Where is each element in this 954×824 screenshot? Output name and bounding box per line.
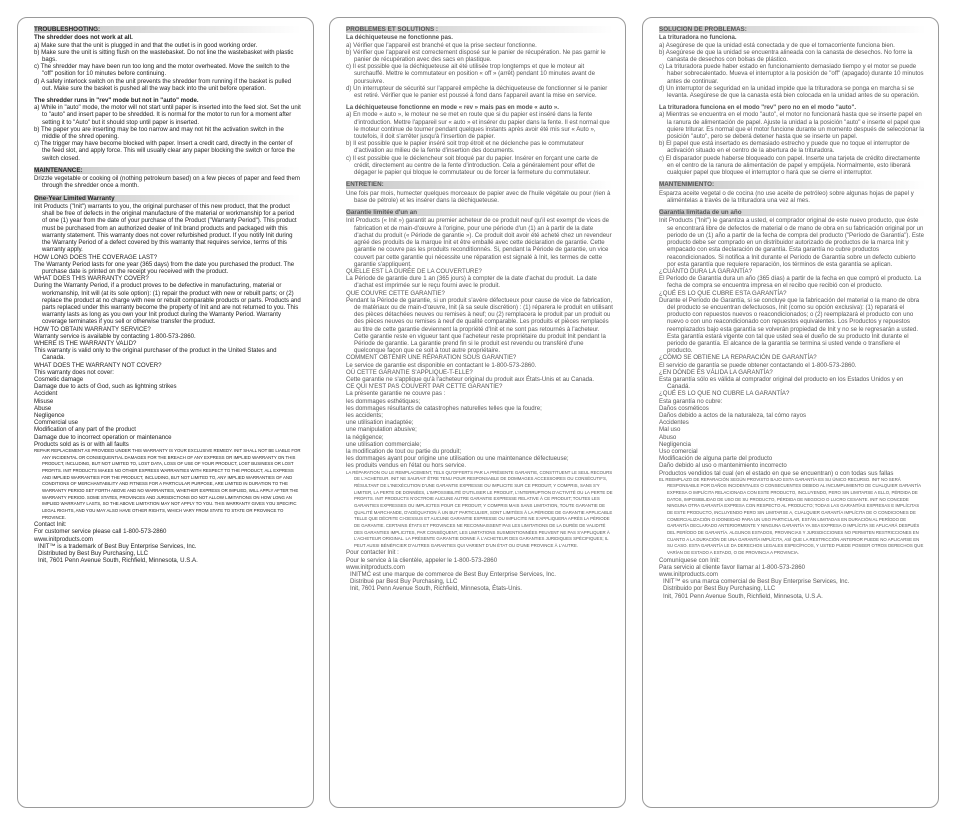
contact-line: Comuníquese con Init: [659,556,720,564]
warranty-line: Durante el Período de Garantía, si se concluye que la fabricación del material o la mano de obra del producto se encuentran defectuosos, Init (como su opción exclusiva): (1) reparará el producto con repuestos nuevos o reacondicionados; o (2) reemplazará el producto con uno nuevo o con uno reacondicionado con repuestos equivalentes. Los Productos y repuestos reemplazados bajo esta garantía se volverán propiedad de Init y no se le regresarán a usted. Esta garantía estará vigente con tal que usted sea el dueño de su producto Init durante el periodo de garantía. El alcance de la garantía se termina si usted vende o transfiere el producto. [659,296,920,355]
troubleshooting-item: b) The paper you are inserting may be too narrow and may not hit the activation switch in the middle of the shred opening. [34,125,284,141]
troubleshooting-item: b) El papel que está insertado es demasiado estrecho y puede que no toque el interruptor de activación situado en el centro de la abertura de la trituradora. [659,140,910,155]
warranty-line: Accidentes [659,419,689,427]
legal-disclaimer: LA RÉPARATION OU LE REMPLACEMENT, TELS QU'OFFERTS PAR LA PRÉSENTE GARANTIE, CONSTITUENT LE SEUL RECOURS DE L'ACHETEUR. INIT NE SAURAIT ÊTRE TENU POUR RESPONSABLE DE DOMMAGES ACCESSOIRES OU CONSÉCUTIFS, RÉSULTANT DE L'INEXÉCUTION D'UNE GARANTIE EXPRESSE OU IMPLICITE SUR CE PRODUIT, Y COMPRIS, SANS S'Y LIMITER, LA PERTE DE DONNÉES, L'IMPOSSIBILITÉ D'UTILISER LE PRODUIT, L'INTERRUPTION D'ACTIVITÉ OU LA PERTE DE PROFITS. INIT PRODUCTS N'OCTROIE AUCUNE AUTRE GARANTIE EXPRESSE RELATIVE À CE PRODUIT; TOUTES LES GARANTIES EXPRESSES OU IMPLICITES POUR CE PRODUIT, Y COMPRIS MAIS SANS LIMITATION, TOUTE GARANTIE DE QUALITÉ MARCHANDE, D'ADÉQUATION À UN BUT PARTICULIER, SONT LIMITÉES À LA PÉRIODE DE GARANTIE APPLICABLE TELLE QUE DÉCRITE CI-DESSUS ET AUCUNE GARANTIE EXPRESSE OU IMPLICITE NE S'APPLIQUERA APRÈS LA PÉRIODE DE GARANTIE. CERTAINS ÉTATS ET PROVINCES NE RECONNAISSENT PAS LES LIMITATIONS DE LA DURÉE DE VALIDITÉ DES GARANTIES IMPLICITES, PAR CONSÉQUENT, LES LIMITATIONS SUSMENTIONNÉES PEUVENT NE PAS S'APPLIQUER À L'ACHETEUR ORIGINAL. LA PRÉSENTE GARANTIE DONNE À L'ACHETEUR DES GARANTIES JURIDIQUES SPÉCIFIQUES; IL PEUT AUSSI BÉNÉFICIER D'AUTRES GARANTIES QUI VARIENT D'UN ÉTAT OU D'UNE PROVINCE À L'AUTRE. [346,469,613,548]
contact-line: www.initproducts.com [34,535,93,543]
contact-line: www.initproducts.com [346,563,405,571]
legal-disclaimer: EL REEMPLAZO DE REPARACIÓN SEGÚN PROVISTO BAJO ESTA GARANTÍA ES SU ÚNICO RECURSO. INIT NO SERÁ RESPONSABLE POR DAÑOS INCIDENTALES O CONSECUENTES DEBIDO AL INCUMPLIMIENTO DE CUALQUIER GARANTÍA EXPRESA O IMPLÍCITA RELACIONADA CON ESTE PRODUCTO, INCLUYENDO, PERO SIN LIMITARSE A ELLO, PÉRDIDA DE DATOS, IMPOSIBILIDAD DE USO DE SU PRODUCTO, PÉRDIDA DE NEGOCIO O LUCRO CESANTE. INIT NO CONCEDE NINGUNA OTRA GARANTÍA EXPRESA CON RESPECTO AL PRODUCTO; TODAS LAS GARANTÍAS EXPRESAS E IMPLÍCITAS DE ESTE PRODUCTO, INCLUYENDO PERO SIN LIMITARSE A, CUALQUIER GARANTÍA IMPLÍCITA DE O CONDICIONES DE COMERCIALIZACIÓN O IDONEIDAD PARA UN USO PARTICULAR, ESTÁN LIMITADAS EN DURACIÓN AL PERÍODO DE GARANTÍA DECLARADO ANTERIORMENTE Y NINGUNA GARANTÍA YA SEA EXPRESA O IMPLÍCITA SE APLICARÁ DESPUÉS DEL PERÍODO DE GARANTÍA. ALGUNOS ESTADOS, PROVINCIAS Y JURISDICCIONES NO PERMITEN RESTRICCIONES EN CUANTO A LA DURACIÓN DE UNA GARANTÍA IMPLÍCITA, ASÍ QUE LA RESTRICCIÓN ANTERIOR PUEDE NO APLICARSE EN SU CASO. ESTA GARANTÍA LE DA DERECHOS LEGALES ESPECÍFICOS, Y USTED PUEDE POSEER OTROS DERECHOS QUE VARÍAN DE ESTADO A ESTADO, O DE PROVINCIA A PROVINCIA. [659,476,924,556]
french-column [346,26,613,799]
warranty-line: Esta garantía sólo es válida al comprador original del producto en los Estados Unidos y en Canadá. [659,375,904,391]
warranty-line: Damage due to incorrect operation or maintenance [34,433,172,441]
warranty-line: Uso comercial [659,447,698,455]
contact-line: Init, 7601 Penn Avenue South, Richfield, Minnesota, U.S.A. [38,557,198,565]
warranty-line: El Período de Garantía dura un año (365 días) a partir de la fecha en que compró el producto. La fecha de compra se encuentra impresa en el recibo que recibió con el producto. [659,275,922,290]
warranty-line: Damage due to acts of God, such as lightning strikes [34,383,177,391]
troubleshooting-item: a) Mientras se encuentra en el modo "auto", el motor no funcionará hasta que se inserte papel en la ranura de alimentación de papel. Ajuste la unidad a la posición "auto" e inserte el papel que quiere triturar. Es normal que el motor funcione durante un momento después de seleccionar la posición "auto", pero se deberá detener hasta que se inserte un papel. [659,111,925,141]
warranty-line: Pendant la Période de garantie, si un produit s'avère défectueux pour cause de vice de fabrication, de matériaux ou de main-d'œuvre, Init (à sa seule discrétion) : (1) réparera le produit en utilisant des pièces détachées neuves ou remises à neuf; ou (2) remplacera le produit par un produit ou des pièces neuves ou remises à neuf de qualité comparable. Les produits et pièces remplacés au titre de cette garantie deviennent la propriété d'Init et ne sont pas retournés à l'acheteur. Cette garantie reste en vigueur tant que l'acheteur reste propriétaire du produit Init pendant la Période de garantie. La garantie prend fin si le produit est revendu ou transféré d'une quelconque façon que ce soit à tout autre propriétaire. [346,296,613,355]
maintenance-heading: MANTENIMIENTO: [659,181,926,188]
french-manual-page [329,17,626,808]
troubleshooting-item: a) Make sure that the unit is plugged in and that the outlet is in good working order. [34,41,258,49]
problem-heading: The shredder does not work at all. [34,34,133,42]
warranty-line: ¿CÓMO SE OBTIENE LA REPARACIÓN DE GARANTÍA? [659,354,817,362]
warranty-line: QUE COUVRE CETTE GARANTIE? [346,289,445,297]
warranty-line: Accident [34,390,58,398]
warranty-line: Daños debido a actos de la naturaleza, tal cómo rayos [659,411,807,419]
warranty-line: une utilisation inadaptée; [346,419,414,427]
contact-line: Contact Init: [34,521,67,529]
contact-line: Para servicio al cliente favor llamar al 1-800-573-2860 [659,563,805,571]
warranty-line: Init Products ("Init") le garantiza a usted, el comprador original de este nuevo producto, que éste se encontrará libre de defectos de material o de mano de obra en su fabricación original por un periodo de un (1) año a partir de la fecha de compra del producto ("Período de Garantía"). Este producto debe ser comprado en un distribuidor autorizado de productos de la marca Init y empacado con esta declaración de garantía. Esta garantía no cubre productos reacondicionados. Si notifica a Init durante el Período de Garantía sobre un defecto cubierto por esta garantía que requiere reparación, los términos de esta garantía se aplican. [659,217,925,268]
warranty-line: la négligence; [346,433,384,441]
troubleshooting-item: a) En mode « auto », le moteur ne se met en route que si du papier est inséré dans la fente d'introduction. Mettre l'appareil sur « auto » et insérer du papier dans la fente. Il est normal que le moteur continue de tourner pendant quelques instants après avoir été mis sur « Auto », toutefois, il doit s'arrêter jusqu'à l'insertion de papier. [346,111,610,141]
warranty-line: une utilisation commerciale; [346,440,422,448]
warranty-line: The Warranty Period lasts for one year (365 days) from the date you purchased the product. The purchase date is printed on the receipt you received with the product. [34,260,295,275]
contact-line: For customer service please call 1-800-573-2860 [34,528,167,536]
warranty-line: les dommages ayant pour origine une utilisation ou une maintenance défectueuse; [346,455,569,463]
warranty-line: Cette garantie ne s'applique qu'à l'acheteur original du produit aux États-Unis et au Canada. [346,375,595,383]
warranty-heading: Garantie limitée d'un an [346,209,613,216]
warranty-line: El servicio de garantía se puede obtener contactando el 1-800-573-2860. [659,361,857,369]
warranty-line: Negligence [34,411,65,419]
warranty-line: Cosmetic damage [34,375,84,383]
troubleshooting-item: c) Il est possible que le déclencheur soit bloqué par du papier. Insérer en forçant une carte de crédit, directement au centre de la fente d'introduction. Cela a généralement pour effet de dégager le papier qui bloque le commutateur ou de forcer la fermeture du commutateur. [346,154,599,177]
english-column [34,26,301,799]
troubleshooting-item: b) Vérifier que l'appareil est correctement disposé sur le panier de récupération. Ne pas garnir le panier de récupération avec des sacs en plastique. [346,48,606,64]
problem-heading: La trituradora funciona en el modo "rev" pero no en el modo "auto". [659,104,857,112]
warranty-line: Misuse [34,397,54,405]
warranty-line: La présente garantie ne couvre pas : [346,390,446,398]
warranty-line: Init Products ("Init") warrants to you, the original purchaser of this new product, that the product shall be free of defects in the original manufacture of the material or workmanship for a period of one (1) year from the date of your purchase of the Product ("Warranty Period"). This product must be purchased from an authorized dealer of Init brand products and packaged with this warranty statement. This warranty does not cover refurbished product. If you notify Init during the Warranty Period of a defect covered by this warranty that requires service, terms of this warranty apply. [34,203,297,254]
problem-heading: The shredder runs in "rev" mode but not in "auto" mode. [34,97,199,105]
contact-line: INITMC est une marque de commerce de Best Buy Enterprise Services, Inc. [350,571,556,579]
warranty-line: Abuso [659,433,677,441]
warranty-line: COMMENT OBTENIR UNE RÉPARATION SOUS GARANTIE? [346,354,517,362]
warranty-line: This warranty is valid only to the original purchaser of the product in the United States and Canada. [34,347,277,362]
spanish-column [659,26,926,799]
maintenance-text: Une fois par mois, humecter quelques morceaux de papier avec de l'huile végétale ou pour (rien à base de pétrole) et les insérer dans la déchiqueteuse. [346,189,611,204]
english-manual-page [17,17,314,808]
warranty-line: Commercial use [34,419,79,427]
warranty-line: CE QUI N'EST PAS COUVERT PAR CETTE GARANTIE? [346,383,503,391]
warranty-line: ¿QUÉ ES LO QUE NO CUBRE LA GARANTÍA? [659,390,790,398]
troubleshooting-heading: PROBLÈMES ET SOLUTIONS : [346,26,613,33]
warranty-line: During the Warranty Period, if a product proves to be defective in manufacturing, material or workmanship, Init will (at its sole option): (1) repair the product with new or rebuilt parts; or (2) replace the product at no charge with new or rebuilt comparable products or parts. Products and parts replaced under this warranty become the property of Init and are not returned to you. This warranty lasts as long as you own your Init product during the Warranty Period. Warranty coverage terminates if you sell or otherwise transfer the product. [34,282,301,326]
contact-line: INIT™ is a trademark of Best Buy Enterprise Services, Inc. [38,542,197,550]
warranty-line: ¿EN DÓNDE ES VÁLIDA LA GARANTÍA? [659,368,773,376]
troubleshooting-item: a) While in "auto" mode, the motor will not start until paper is inserted into the feed slot. Set the unit to "auto" and insert paper to be shredded. It is normal for the motor to run for a moment after setting it to "Auto" but it should stop until paper is inserted. [34,104,301,126]
warranty-line: Mal uso [659,426,681,434]
warranty-line: WHERE IS THE WARRANTY VALID? [34,339,137,347]
warranty-heading: Garantía limitada de un año [659,209,926,216]
warranty-line: Init Products (« Init ») garantit au premier acheteur de ce produit neuf qu'il est exempt de vices de fabrication et de main-d'œuvre à l'origine, pour une période d'un (1) an à partir de la date d'achat du produit (« Période de garantie »). Ce produit doit avoir été acheté chez un revendeur agréé des produits de la marque Init et être emballé avec cette déclaration de garantie. Cette garantie ne couvre pas les produits reconditionnés. Si, pendant la Période de garantie, un vice couvert par cette garantie qui nécessite une réparation est signalé à Init, les termes de cette garantie s'appliquent. [346,217,612,268]
warranty-line: Abuse [34,404,52,412]
warranty-line: les dommages résultants de catastrophes naturelles telles que la foudre; [346,404,542,412]
warranty-line: WHAT DOES THE WARRANTY NOT COVER? [34,361,162,369]
warranty-line: Le service de garantie est disponible en contactant le 1-800-573-2860. [346,361,537,369]
warranty-line: Warranty service is available by contacting 1-800-573-2860. [34,332,196,340]
contact-line: Init, 7601 Penn Avenue South, Richfield, Minnesota, États-Unis. [350,585,522,593]
problem-heading: La déchiqueteuse ne fonctionne pas. [346,34,453,42]
troubleshooting-item: a) Asegúrese de que la unidad está conectada y de que el tomacorriente funciona bien. [659,41,895,49]
warranty-line: WHAT DOES THIS WARRANTY COVER? [34,275,149,283]
warranty-line: HOW LONG DOES THE COVERAGE LAST? [34,253,158,261]
warranty-line: Daño debido al uso o mantenimiento incorrecto [659,462,787,470]
troubleshooting-item: c) The trigger may have become blocked with paper. Insert a credit card, directly in the center of the feed slot, and apply force. This will usually clear any paper blocking the switch or force the switch closed. [34,140,295,162]
troubleshooting-item: c) El disparador puede haberse bloqueado con papel. Inserte una tarjeta de crédito directamente en el centro de la ranura de alimentación de papel y empújela. Normalmente, esto liberará cualquier papel que bloquee el interruptor o hará que se cierre el interruptor. [659,154,921,177]
troubleshooting-item: d) Un interruptor de seguridad en la unidad impide que la trituradora se ponga en marcha si se levanta. Asegúrese de que la canasta está bien colocada en la unidad antes de su operación. [659,84,920,100]
contact-line: Pour le service à la clientèle, appeler le 1-800-573-2860 [346,556,498,564]
problem-heading: La trituradora no funciona. [659,34,737,42]
maintenance-text: Drizzle vegetable or cooking oil (nothing petroleum based) on a few pieces of paper and feed them through the shredder once a month. [34,175,300,190]
warranty-line: la modification de tout ou partie du produit; [346,447,462,455]
troubleshooting-heading: SOLUCIÓN DE PROBLEMAS: [659,26,926,33]
maintenance-heading: MAINTENANCE: [34,167,301,174]
warranty-heading: One-Year Limited Warranty [34,195,301,202]
maintenance-heading: ENTRETIEN: [346,181,613,188]
troubleshooting-item: b) Asegúrese de que la unidad se encuentra alineada con la canasta de desechos. No forre la canasta de desechos con bolsas de plástico. [659,48,913,64]
warranty-line: Productos vendidos tal cual (en el estado en que se encuentran) o con todas sus fallas [659,469,894,477]
contact-line: Pour contacter Init : [346,549,399,557]
troubleshooting-heading: TROUBLESHOOTING: [34,26,301,33]
warranty-line: ¿QUÉ ES LO QUE CUBRE ESTA GARANTÍA? [659,289,787,297]
legal-disclaimer: REPAIR REPLACEMENT AS PROVIDED UNDER THIS WARRANTY IS YOUR EXCLUSIVE REMEDY. INIT SHALL NOT BE LIABLE FOR ANY INCIDENTAL OR CONSEQUENTIAL DAMAGES FOR THE BREACH OF ANY EXPRESS OR IMPLIED WARRANTY ON THIS PRODUCT, INCLUDING, BUT NOT LIMITED TO, LOST DATA, LOSS OF USE OF YOUR PRODUCT, LOST BUSINESS OR LOST PROFITS. INIT PRODUCTS MAKES NO OTHER EXPRESS WARRANTIES WITH RESPECT TO THE PRODUCT, ALL EXPRESS AND IMPLIED WARRANTIES FOR THE PRODUCT, INCLUDING, BUT NOT LIMITED TO, ANY IMPLIED WARRANTIES OF AND CONDITIONS OF MERCHANTABILITY AND FITNESS FOR A PARTICULAR PURPOSE, ARE LIMITED IN DURATION TO THE WARRANTY PERIOD SET FORTH ABOVE AND NO WARRANTIES, WHETHER EXPRESS OR IMPLIED, WILL APPLY AFTER THE WARRANTY PERIOD. SOME STATES, PROVINCES AND JURISDICTIONS DO NOT ALLOW LIMITATIONS ON HOW LONG AN IMPLIED WARRANTY LASTS, SO THE ABOVE LIMITATION MAY NOT APPLY TO YOU. THIS WARRANTY GIVES YOU SPECIFIC LEGAL RIGHTS, AND YOU MAY ALSO HAVE OTHER RIGHTS, WHICH VARY FROM STATE TO STATE OR PROVINCE TO PROVINCE. [34,447,301,520]
warranty-line: ¿CUÁNTO DURA LA GARANTÍA? [659,267,753,275]
warranty-line: Negligencia [659,440,691,448]
troubleshooting-item: d) A safety interlock switch on the unit prevents the shredder from running if the basket is pulled out. Make sure the basket is pushed all the way back into the unit before operation. [34,77,292,92]
spanish-manual-page [642,17,939,808]
warranty-line: Products sold as is or with all faults [34,440,129,448]
warranty-line: Modificación de alguna parte del producto [659,455,773,463]
contact-line: Distributed by Best Buy Purchasing, LLC [38,550,149,558]
maintenance-text: Esparza aceite vegetal o de cocina (no use aceite de petróleo) sobre algunas hojas de papel y aliméntelas a través de la trituradora una vez al mes. [659,189,914,204]
troubleshooting-item: a) Vérifier que l'appareil est branché et que la prise secteur fonctionne. [346,41,537,49]
warranty-line: les dommages esthétiques; [346,397,421,405]
warranty-line: les produits vendus en l'état ou hors service. [346,462,467,470]
troubleshooting-item: c) Il est possible que la déchiqueteuse ait été utilisée trop longtemps et que le moteur ait surchauffé. Mettre le commutateur en position « off » (arrêt) pendant 10 minutes avant de poursuivre. [346,63,595,85]
troubleshooting-item: b) Il est possible que le papier inséré soit trop étroit et ne déclenche pas le commutateur d'activation au milieu de la fente d'insertion des documents. [346,140,584,155]
contact-line: Distribué par Best Buy Purchasing, LLC [350,578,458,586]
contact-line: Distribuido por Best Buy Purchasing, LLC [663,585,776,593]
contact-line: INIT™ es una marca comercial de Best Buy Enterprise Services, Inc. [663,578,850,586]
troubleshooting-item: c) The shredder may have been run too long and the motor overheated. Move the switch to the "off" position for 10 minutes before continuing. [34,63,290,78]
warranty-line: Modification of any part of the product [34,426,136,434]
problem-heading: La déchiqueteuse fonctionne en mode « rev » mais pas en mode « auto ». [346,104,560,112]
warranty-line: Esta garantía no cubre: [659,397,723,405]
warranty-line: Daños cosméticos [659,404,709,412]
warranty-line: QUELLE EST LA DURÉE DE LA COUVERTURE? [346,267,482,275]
warranty-line: La Période de garantie dure 1 an (365 jours) à compter de la date d'achat du produit. La date d'achat est imprimée sur le reçu fourni avec le produit. [346,275,597,290]
troubleshooting-item: c) La trituradora puede haber estado en funcionamiento demasiado tiempo y el motor se puede haber sobrecalentado. Mueva el interruptor a la posición de "off" (apagado) durante 10 minutos antes de continuar. [659,63,924,85]
warranty-line: les accidents; [346,411,383,419]
contact-line: www.initproducts.com [659,571,718,579]
troubleshooting-item: d) Un interrupteur de sécurité sur l'appareil empêche la déchiqueteuse de fonctionner si le panier est retiré. Vérifier que le panier est poussé à fond dans l'appareil avant la mise en service. [346,84,608,100]
warranty-line: HOW TO OBTAIN WARRANTY SERVICE? [34,325,151,333]
troubleshooting-item: b) Make sure the unit is sitting flush on the wastebasket. Do not line the wastebasket with plastic bags. [34,48,294,64]
warranty-line: OÙ CETTE GARANTIE S'APPLIQUE-T-ELLE? [346,368,473,376]
warranty-line: une manipulation abusive; [346,426,417,434]
contact-line: Init, 7601 Penn Avenue South, Richfield, Minnesota, U.S.A. [663,592,823,600]
warranty-line: This warranty does not cover: [34,368,114,376]
